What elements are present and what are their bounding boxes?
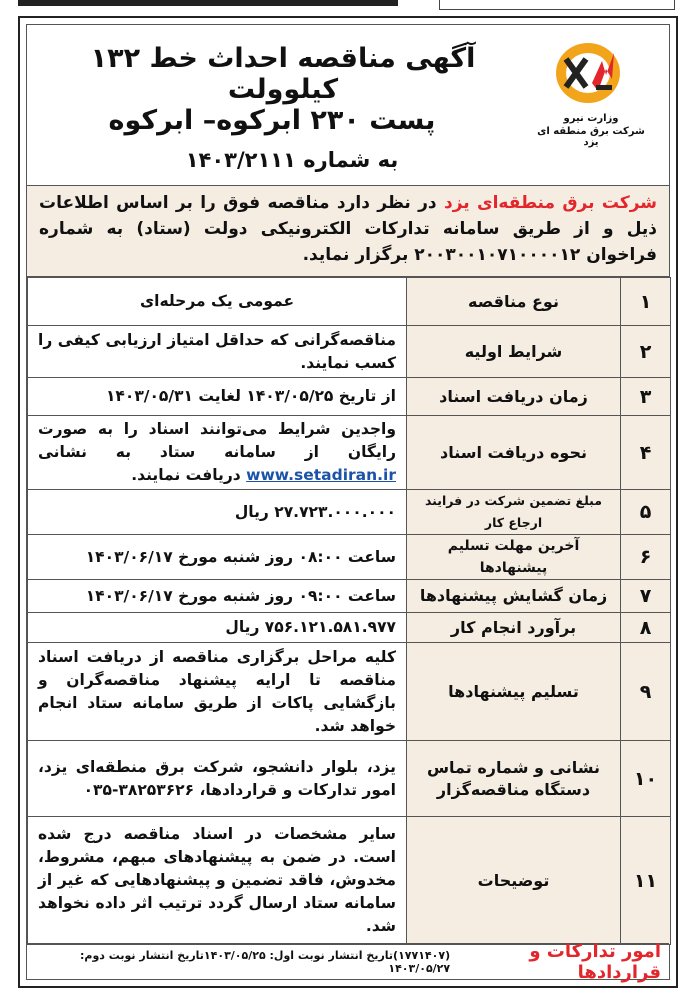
table-row	[28, 741, 671, 817]
row-label: مبلغ تضمین شرکت در فرایند ارجاع کار	[407, 490, 621, 535]
row-label: نشانی و شماره تماس دستگاه مناقصه‌گزار	[407, 741, 621, 817]
company-logo	[531, 39, 651, 159]
table-row	[28, 535, 671, 580]
publication-dates: (۱۷۷۱۴۰۷)تاریخ انتشار نوبت اول: ۱۴۰۳/۰۵/۲۵تاریخ انتشار نوبت دوم: ۱۴۰۳/۰۵/۲۷	[79, 948, 451, 975]
table-row	[28, 378, 671, 416]
notice-title-line1: آگهی مناقصه احداث خط ۱۳۲ کیلوولت	[90, 43, 476, 105]
table-row	[28, 817, 671, 945]
notice-footer	[27, 940, 669, 983]
row-label: زمان گشایش پیشنهادها	[407, 580, 621, 613]
notice-header	[27, 25, 669, 187]
notice-inner-frame	[26, 24, 670, 983]
row-number: ۴	[621, 416, 671, 490]
row-label: زمان دریافت اسناد	[407, 378, 621, 416]
row-value-tail: دریافت نمایند.	[131, 466, 247, 484]
row-number: ۶	[621, 535, 671, 580]
table-row	[28, 580, 671, 613]
row-label: نحوه دریافت اسناد	[407, 416, 621, 490]
intro-paragraph	[27, 185, 669, 277]
row-number: ۷	[621, 580, 671, 613]
top-clipping-edge	[0, 0, 687, 14]
department-name: امور تدارکات و قراردادها	[529, 940, 661, 983]
notice-title-line2: پست ۲۳۰ ابرکوه– ابرکوه	[108, 105, 436, 136]
lightning-logo-icon	[552, 39, 630, 109]
table-row	[28, 643, 671, 741]
tender-notice	[18, 16, 678, 988]
row-label: شرایط اولیه	[407, 326, 621, 378]
logo-company-text: شرکت برق منطقه ای یزد	[537, 126, 645, 148]
row-value: مناقصه‌گرانی که حداقل امتیاز ارزیابی کیفی را کسب نمایند.	[28, 326, 407, 378]
row-value: کلیه مراحل برگزاری مناقصه از دریافت اسناد مناقصه تا ارایه پیشنهاد مناقصه‌گران و بازگشایی پاکات از طریق سامانه ستاد انجام خواهد شد.	[28, 643, 407, 741]
row-number: ۱۱	[621, 817, 671, 945]
neighbor-ad-border	[18, 0, 398, 6]
table-row	[28, 326, 671, 378]
row-number: ۵	[621, 490, 671, 535]
row-label: آخرین مهلت تسلیم پیشنهادها	[407, 535, 621, 580]
notice-number: به شماره ۱۴۰۳/۲۱۱۱	[185, 148, 399, 172]
row-number: ۲	[621, 326, 671, 378]
row-value: عمومی یک مرحله‌ای	[28, 278, 407, 326]
table-row	[28, 613, 671, 643]
row-number: ۱۰	[621, 741, 671, 817]
row-label: نوع مناقصه	[407, 278, 621, 326]
row-value: یزد، بلوار دانشجو، شرکت برق منطقه‌ای یزد، امور تدارکات و قراردادها، ۳۸۲۵۳۶۲۶-۰۳۵	[28, 741, 407, 817]
table-row	[28, 416, 671, 490]
tender-details-table	[27, 277, 671, 945]
row-number: ۳	[621, 378, 671, 416]
row-label: تسلیم پیشنهادها	[407, 643, 621, 741]
row-label: توضیحات	[407, 817, 621, 945]
intro-text: در نظر دارد مناقصه فوق را بر اساس اطلاعات ذیل و از طریق سامانه تدارکات الکترونیکی دولت (ستاد) به شماره فراخوان ۲۰۰۳۰۰۱۰۷۱۰۰۰۰۱۲ برگزار نماید.	[39, 193, 657, 265]
setadiran-link[interactable]: www.setadiran.ir	[246, 466, 396, 484]
neighbor-ad-frame	[439, 0, 675, 10]
row-number: ۹	[621, 643, 671, 741]
row-value: سایر مشخصات در اسناد مناقصه درج شده است. در ضمن به پیشنهادهای مبهم، مشروط، مخدوش، فاقد تضمین و پیشنهادهایی که غیر از سامانه ستاد ارسال گردد ترتیب اثر داده نخواهد شد.	[28, 817, 407, 945]
row-value	[28, 416, 407, 490]
row-number: ۸	[621, 613, 671, 643]
table-row	[28, 490, 671, 535]
row-label: برآورد انجام کار	[407, 613, 621, 643]
row-value: از تاریخ ۱۴۰۳/۰۵/۲۵ لغایت ۱۴۰۳/۰۵/۳۱	[28, 378, 407, 416]
table-row	[28, 278, 671, 326]
row-value: ساعت ۰۹:۰۰ روز شنبه مورخ ۱۴۰۳/۰۶/۱۷	[28, 580, 407, 613]
logo-ministry-text: وزارت نیرو	[563, 113, 619, 124]
row-value: ۷۵۶.۱۲۱.۵۸۱.۹۷۷ ریال	[28, 613, 407, 643]
row-value-text: واجدین شرایط می‌توانند اسناد را به صورت رایگان از سامانه ستاد به نشانی	[38, 420, 396, 461]
row-value: ساعت ۰۸:۰۰ روز شنبه مورخ ۱۴۰۳/۰۶/۱۷	[28, 535, 407, 580]
row-value: ۲۷.۷۲۳.۰۰۰.۰۰۰ ریال	[28, 490, 407, 535]
intro-company-name: شرکت برق منطقه‌ای یزد	[443, 193, 658, 213]
row-number: ۱	[621, 278, 671, 326]
